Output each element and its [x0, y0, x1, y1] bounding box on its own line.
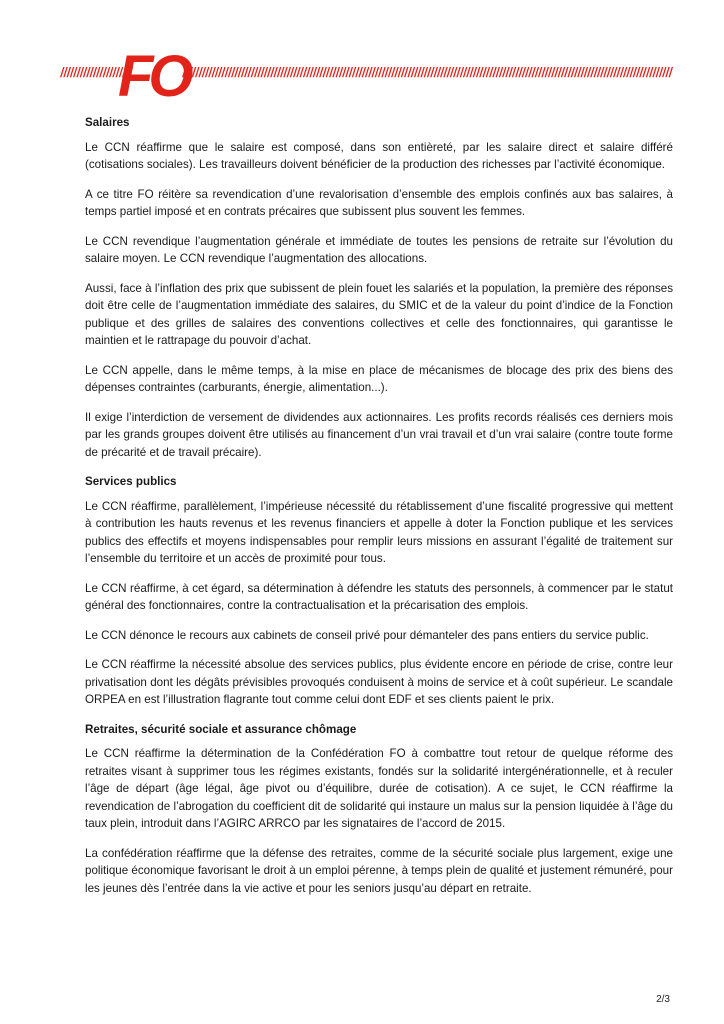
paragraph: Le CCN dénonce le recours aux cabinets de conseil privé pour démanteler des pans entiers du service public. — [85, 628, 649, 642]
page-number: 2/3 — [656, 994, 670, 1005]
document-body — [85, 114, 673, 909]
section-heading: Services publics — [85, 475, 177, 488]
paragraph: Le CCN réaffirme que le salaire est composé, dans son entièreté, par les salaire direct et salaire différé (cotisations sociales). Les travailleurs doivent bénéficier de la production des richesses par l’activité économique. — [85, 140, 673, 171]
paragraph: Le CCN revendique l’augmentation générale et immédiate de toutes les pensions de retraite sur l’évolution du salaire moyen. Le CCN revendique l’augmentation des allocations. — [85, 234, 673, 265]
fo-logo — [118, 44, 189, 109]
paragraph: Le CCN réaffirme la détermination de la Confédération FO à combattre tout retour de quelque réforme des retraites visant à supprimer tous les régimes existants, fondés sur la solidarité intergénérationnelle, et à reculer l’âge de départ (âge légal, âge pivot ou d’équilibre, durée de cotisation). A ce sujet, le CCN réaffirme la revendication de l’abrogation du coefficient dit de solidarité qui instaure un malus sur la pension liquidée à l’âge du taux plein, introduit dans l’AGIRC ARRCO par les signataires de l’accord de 2015. — [85, 747, 673, 830]
section-heading: Salaires — [85, 116, 130, 129]
paragraph: Le CCN réaffirme, parallèlement, l’impérieuse nécessité du rétablissement d’une fiscalité progressive qui mettent à contribution les hauts revenus et les revenus financiers et appelle à doter la Fonction publique et les services publics des effectifs et moyens indispensables pour remplir leurs missions en assurant l’égalité de traitement sur l’ensemble du territoire et un accès de proximité pour tous. — [85, 499, 673, 565]
paragraph: La confédération réaffirme que la défense des retraites, comme de la sécurité sociale plus largement, exige une politique économique favorisant le droit à un emploi pérenne, à temps plein de qualité et justement rémunéré, pour les jeunes dès l’entrée dans la vie active et pour les seniors jusqu’au départ en retraite. — [85, 846, 673, 895]
page-header — [60, 44, 672, 108]
paragraph: Il exige l’interdiction de versement de dividendes aux actionnaires. Les profits records réalisés ces derniers mois par les grands groupes doivent être utilisés au financement d’un vrai travail et d’un vrai salaire (contre toute forme de précarité et de travail précaire). — [85, 410, 673, 459]
decorative-slashes-left: ////////////////////// — [60, 64, 132, 79]
section-heading: Retraites, sécurité sociale et assurance chômage — [85, 722, 357, 736]
decorative-slashes-right: ////////////////////////////////////////////////////////////////////////////////////////////////////////////////////////////////////////////////////// — [182, 64, 672, 79]
fo-logo-text: FO — [118, 44, 189, 109]
paragraph: A ce titre FO réitère sa revendication d’une revalorisation d’ensemble des emplois confinés aux bas salaires, à temps partiel imposé et en contrats précaires que subissent plus souvent les femmes. — [85, 187, 673, 218]
paragraph: Le CCN réaffirme la nécessité absolue des services publics, plus évidente encore en période de crise, contre leur privatisation dont les dégâts prévisibles provoqués conduisent à moins de service et à coût supérieur. Le scandale ORPEA en est l’illustration flagrante tout comme celui dont EDF et ses clients paient le prix. — [85, 658, 673, 706]
paragraph: Le CCN réaffirme, à cet égard, sa détermination à défendre les statuts des personnels, à commencer par le statut général des fonctionnaires, contre la contractualisation et la précarisation des emplois. — [85, 581, 673, 612]
paragraph: Aussi, face à l’inflation des prix que subissent de plein fouet les salariés et la population, la première des réponses doit être celle de l’augmentation immédiate des salaires, du SMIC et de la valeur du point d’indice de la Fonction publique et des grilles de salaires des conventions collectives et celle des fonctionnaires, qui garantisse le maintien et le rattrapage du pouvoir d’achat. — [85, 281, 673, 347]
paragraph: Le CCN appelle, dans le même temps, à la mise en place de mécanismes de blocage des prix des biens des dépenses contraintes (carburants, énergie, alimentation...). — [85, 363, 673, 394]
